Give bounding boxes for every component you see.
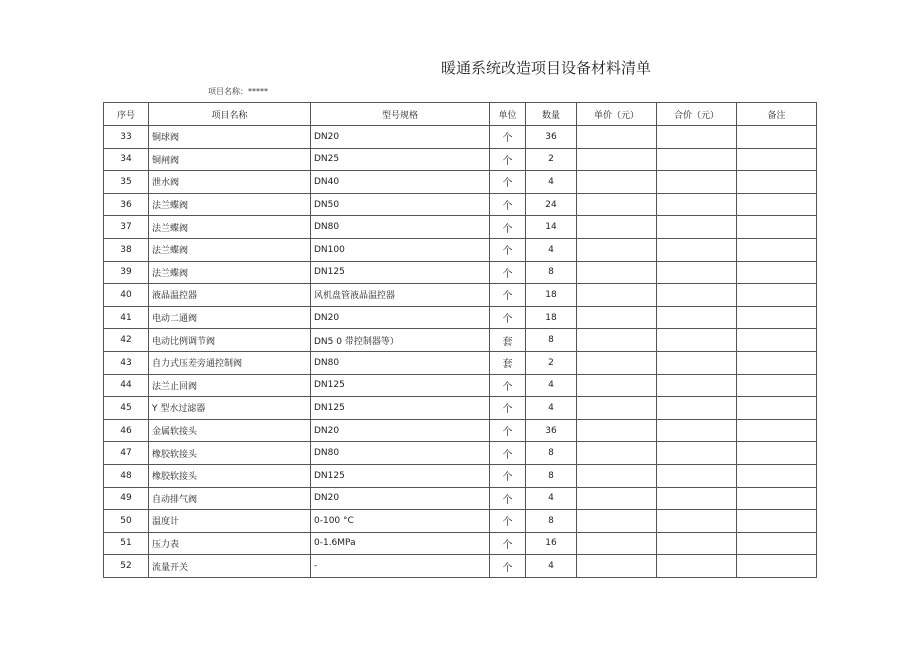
row-model-spec: 0-100 °C (311, 510, 490, 533)
row-item-name: 自动排气阀 (149, 487, 311, 510)
row-seq: 41 (104, 306, 149, 329)
row-unit-price (577, 238, 657, 261)
row-unit: 个 (490, 397, 526, 420)
table-row (104, 261, 817, 284)
table-row (104, 510, 817, 533)
row-item-name: 法兰蝶阀 (149, 193, 311, 216)
page-title: 暖通系统改造项目设备材料清单 (441, 59, 652, 77)
row-item-name: 电动二通阀 (149, 306, 311, 329)
row-unit-price (577, 442, 657, 465)
row-quantity: 4 (526, 397, 577, 420)
row-remarks (737, 442, 817, 465)
row-unit: 个 (490, 193, 526, 216)
row-item-name: 温度计 (149, 510, 311, 533)
row-remarks (737, 464, 817, 487)
header-remarks: 备注 (737, 103, 817, 126)
row-model-spec: DN50 (311, 193, 490, 216)
row-item-name: 橡胶软接头 (149, 464, 311, 487)
row-seq: 33 (104, 126, 149, 149)
row-unit-price (577, 487, 657, 510)
row-model-spec: DN20 (311, 306, 490, 329)
row-seq: 46 (104, 419, 149, 442)
row-remarks (737, 532, 817, 555)
row-seq: 47 (104, 442, 149, 465)
row-seq: 48 (104, 464, 149, 487)
row-unit-price (577, 216, 657, 239)
row-remarks (737, 329, 817, 352)
row-total-price (657, 148, 737, 171)
row-item-name: 橡胶软接头 (149, 442, 311, 465)
row-model-spec: DN25 (311, 148, 490, 171)
table-row (104, 329, 817, 352)
row-unit-price (577, 374, 657, 397)
row-unit: 套 (490, 329, 526, 352)
row-quantity: 2 (526, 148, 577, 171)
table-row (104, 193, 817, 216)
row-total-price (657, 238, 737, 261)
row-item-name: 泄水阀 (149, 171, 311, 194)
row-model-spec: DN20 (311, 419, 490, 442)
row-remarks (737, 126, 817, 149)
row-seq: 34 (104, 148, 149, 171)
row-model-spec: DN80 (311, 216, 490, 239)
row-total-price (657, 171, 737, 194)
row-total-price (657, 442, 737, 465)
row-item-name: 金属软接头 (149, 419, 311, 442)
row-quantity: 8 (526, 464, 577, 487)
table-row (104, 306, 817, 329)
row-unit-price (577, 306, 657, 329)
row-item-name: 自力式压差旁通控制阀 (149, 351, 311, 374)
row-unit-price (577, 171, 657, 194)
row-unit: 个 (490, 510, 526, 533)
row-model-spec: DN80 (311, 351, 490, 374)
header-item-name: 项目名称 (149, 103, 311, 126)
table-row (104, 216, 817, 239)
row-unit: 个 (490, 419, 526, 442)
header-unit-price: 单价（元） (577, 103, 657, 126)
row-item-name: 压力表 (149, 532, 311, 555)
row-total-price (657, 397, 737, 420)
row-remarks (737, 306, 817, 329)
row-remarks (737, 171, 817, 194)
row-remarks (737, 351, 817, 374)
table-row (104, 171, 817, 194)
row-remarks (737, 555, 817, 578)
header-unit: 单位 (490, 103, 526, 126)
row-quantity: 8 (526, 329, 577, 352)
row-quantity: 24 (526, 193, 577, 216)
row-quantity: 36 (526, 126, 577, 149)
row-total-price (657, 216, 737, 239)
row-unit: 个 (490, 374, 526, 397)
row-unit: 个 (490, 464, 526, 487)
row-total-price (657, 351, 737, 374)
row-item-name: 电动比例调节阀 (149, 329, 311, 352)
row-unit: 个 (490, 442, 526, 465)
row-unit: 个 (490, 216, 526, 239)
row-total-price (657, 284, 737, 307)
row-remarks (737, 284, 817, 307)
row-quantity: 4 (526, 555, 577, 578)
row-unit-price (577, 397, 657, 420)
table-row (104, 532, 817, 555)
row-total-price (657, 306, 737, 329)
row-quantity: 18 (526, 284, 577, 307)
header-total-price: 合价（元） (657, 103, 737, 126)
row-seq: 40 (104, 284, 149, 307)
row-item-name: 铜闸阀 (149, 148, 311, 171)
row-remarks (737, 487, 817, 510)
row-model-spec: DN125 (311, 374, 490, 397)
table-row (104, 238, 817, 261)
row-total-price (657, 329, 737, 352)
row-model-spec: DN5 0 带控制器等） (311, 329, 490, 352)
row-seq: 50 (104, 510, 149, 533)
row-item-name: 法兰蝶阀 (149, 261, 311, 284)
row-unit-price (577, 419, 657, 442)
row-remarks (737, 193, 817, 216)
row-quantity: 8 (526, 510, 577, 533)
row-quantity: 14 (526, 216, 577, 239)
table-header-row (104, 103, 817, 126)
row-unit-price (577, 351, 657, 374)
row-quantity: 4 (526, 487, 577, 510)
row-unit: 个 (490, 487, 526, 510)
row-model-spec: DN125 (311, 397, 490, 420)
row-seq: 36 (104, 193, 149, 216)
row-unit-price (577, 532, 657, 555)
header-quantity: 数量 (526, 103, 577, 126)
row-seq: 35 (104, 171, 149, 194)
row-unit: 个 (490, 306, 526, 329)
row-model-spec: DN40 (311, 171, 490, 194)
row-total-price (657, 193, 737, 216)
row-model-spec: 风机盘管液晶温控器 (311, 284, 490, 307)
row-quantity: 18 (526, 306, 577, 329)
row-total-price (657, 374, 737, 397)
row-unit-price (577, 284, 657, 307)
row-unit-price (577, 261, 657, 284)
row-model-spec: DN80 (311, 442, 490, 465)
table-row (104, 126, 817, 149)
row-seq: 37 (104, 216, 149, 239)
table-row (104, 148, 817, 171)
row-seq: 52 (104, 555, 149, 578)
row-seq: 42 (104, 329, 149, 352)
row-item-name: 法兰蝶阀 (149, 238, 311, 261)
row-seq: 39 (104, 261, 149, 284)
table-row (104, 284, 817, 307)
row-seq: 49 (104, 487, 149, 510)
row-model-spec: DN100 (311, 238, 490, 261)
row-remarks (737, 238, 817, 261)
row-unit: 个 (490, 261, 526, 284)
row-unit: 个 (490, 532, 526, 555)
table-row (104, 374, 817, 397)
row-unit-price (577, 126, 657, 149)
row-quantity: 36 (526, 419, 577, 442)
row-model-spec: 0-1.6MPa (311, 532, 490, 555)
row-quantity: 4 (526, 374, 577, 397)
row-remarks (737, 261, 817, 284)
row-quantity: 4 (526, 238, 577, 261)
row-total-price (657, 532, 737, 555)
row-unit-price (577, 148, 657, 171)
row-quantity: 8 (526, 442, 577, 465)
row-model-spec: - (311, 555, 490, 578)
row-quantity: 4 (526, 171, 577, 194)
row-item-name: 法兰止回阀 (149, 374, 311, 397)
row-total-price (657, 419, 737, 442)
table-row (104, 464, 817, 487)
row-item-name: 铜球阀 (149, 126, 311, 149)
table-row (104, 555, 817, 578)
row-total-price (657, 261, 737, 284)
header-model-spec: 型号规格 (311, 103, 490, 126)
row-unit: 个 (490, 126, 526, 149)
project-name-label: 项目名称：***** (208, 87, 268, 96)
row-quantity: 16 (526, 532, 577, 555)
row-unit: 个 (490, 238, 526, 261)
row-model-spec: DN20 (311, 126, 490, 149)
row-total-price (657, 126, 737, 149)
row-total-price (657, 487, 737, 510)
row-item-name: 液晶温控器 (149, 284, 311, 307)
row-unit-price (577, 464, 657, 487)
row-item-name: 法兰蝶阀 (149, 216, 311, 239)
table-row (104, 351, 817, 374)
row-unit-price (577, 555, 657, 578)
row-remarks (737, 148, 817, 171)
row-remarks (737, 374, 817, 397)
row-unit: 个 (490, 555, 526, 578)
table-row (104, 397, 817, 420)
row-seq: 44 (104, 374, 149, 397)
row-unit: 套 (490, 351, 526, 374)
table-body (104, 126, 817, 578)
row-unit-price (577, 329, 657, 352)
row-unit: 个 (490, 284, 526, 307)
row-seq: 51 (104, 532, 149, 555)
row-unit-price (577, 510, 657, 533)
row-model-spec: DN125 (311, 261, 490, 284)
row-model-spec: DN125 (311, 464, 490, 487)
row-remarks (737, 397, 817, 420)
row-remarks (737, 419, 817, 442)
table-row (104, 442, 817, 465)
row-seq: 38 (104, 238, 149, 261)
header-seq: 序号 (104, 103, 149, 126)
row-quantity: 2 (526, 351, 577, 374)
row-total-price (657, 510, 737, 533)
row-unit-price (577, 193, 657, 216)
row-unit: 个 (490, 171, 526, 194)
row-quantity: 8 (526, 261, 577, 284)
row-item-name: Y 型水过滤器 (149, 397, 311, 420)
table-row (104, 487, 817, 510)
row-remarks (737, 216, 817, 239)
table-row (104, 419, 817, 442)
row-seq: 45 (104, 397, 149, 420)
materials-table (103, 102, 817, 578)
row-item-name: 流量开关 (149, 555, 311, 578)
row-total-price (657, 464, 737, 487)
row-model-spec: DN20 (311, 487, 490, 510)
row-seq: 43 (104, 351, 149, 374)
row-remarks (737, 510, 817, 533)
row-unit: 个 (490, 148, 526, 171)
row-total-price (657, 555, 737, 578)
